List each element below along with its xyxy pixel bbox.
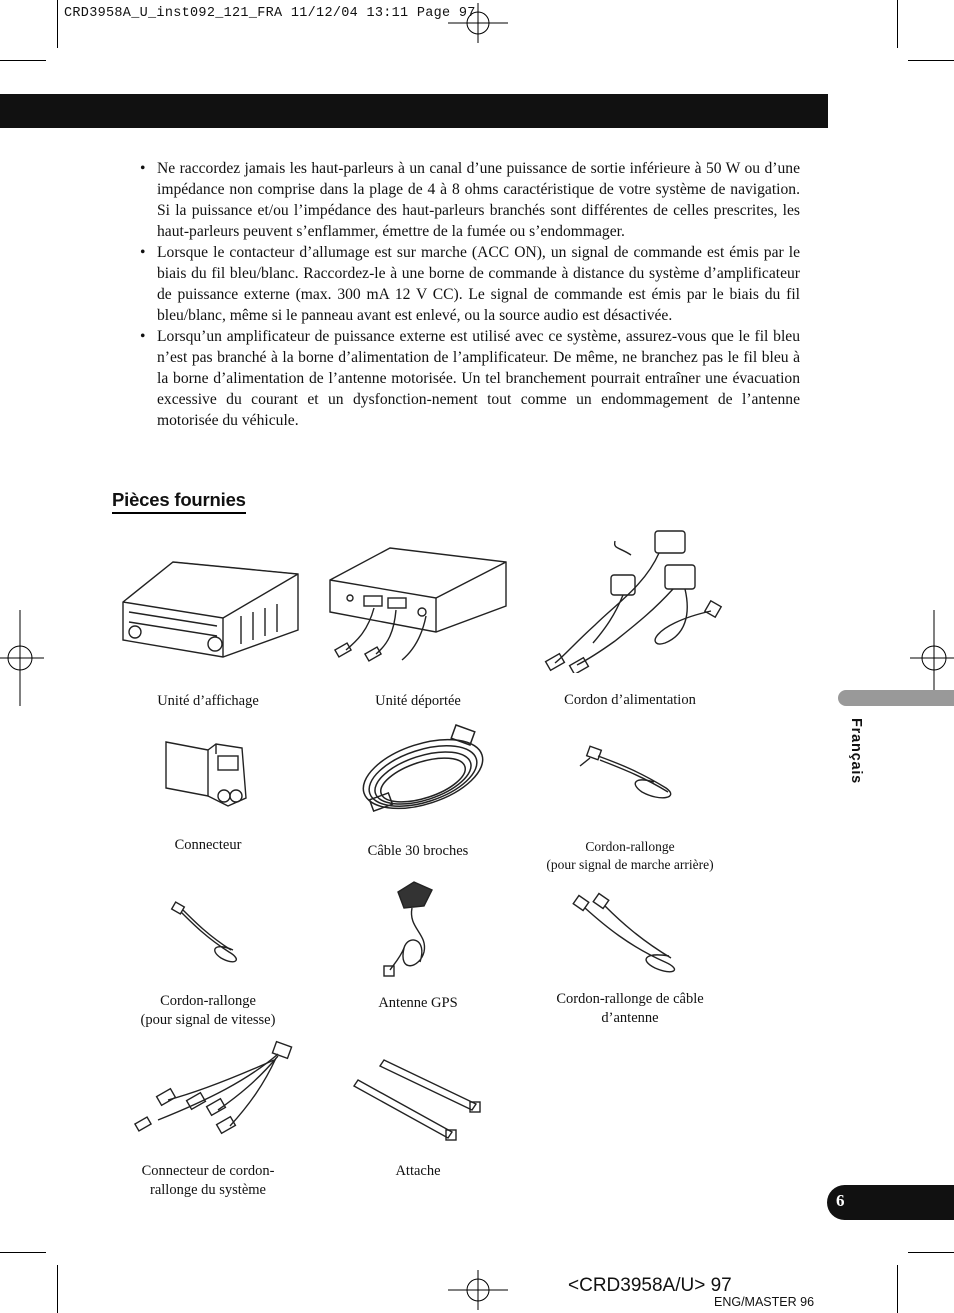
gps-antenna-icon xyxy=(368,878,468,982)
part-caption: Cordon-rallonge xyxy=(160,993,256,1009)
crop-mark xyxy=(57,1265,58,1313)
bullet-item: • Ne raccordez jamais les haut-parleurs à un canal d’une puissance de sortie inférieure à 50 W ou d’une impédance non comprise dans la plage de 4 à 8 ohms caractéristique de votre système de navigation. Si la puissance et/ou l’impédance des haut-parleurs branchés sont différentes de celles prescrites, les haut-parleurs peuvent s’enflammer, émettre de la fumée ou s’endommager. xyxy=(140,158,800,242)
part-caption: Cordon d’alimentation xyxy=(564,692,696,708)
part-caption: Cordon-rallonge xyxy=(585,839,675,854)
language-label: Français xyxy=(848,718,864,785)
system-connector-icon xyxy=(118,1040,298,1140)
part-caption: Connecteur xyxy=(174,837,242,853)
part-caption: d’antenne xyxy=(601,1010,659,1026)
bullet-item: • Lorsqu’un amplificateur de puissance externe est utilisé avec ce système, assurez-vous que le fil bleu n’est pas branché à la borne d’alimentation de l’amplificateur. De même, ne branchez pas le fil bleu à la borne d’alimentation de l’antenne motorisée. Un tel branchement pourrait entraîner une évacuation excessive du courant et un dysfonction-nement tout comme un endommagement de l’antenne motorisée du véhicule. xyxy=(140,326,800,431)
part-caption: rallonge du système xyxy=(150,1182,266,1198)
part-caption: (pour signal de marche arrière) xyxy=(546,857,714,872)
part-gps-antenna xyxy=(318,878,518,1013)
crop-mark xyxy=(897,1265,898,1313)
antenna-cord-icon xyxy=(565,892,695,978)
crop-mark xyxy=(908,60,954,61)
part-speed-cord xyxy=(108,898,308,1030)
bullet-item: • Lorsque le contacteur d’allumage est sur marche (ACC ON), un signal de commande est émis par le biais du fil bleu/blanc. Raccordez-le à une borne de commande à distance du système d’amplificateur de puissance externe (max. 300 mA 12 V CC). Le signal de commande est émis par le biais du fil bleu/blanc, même si le panneau avant est enlevé, ou la source audio est désactivée. xyxy=(140,242,800,326)
part-caption: Cordon-rallonge de câble xyxy=(556,991,704,1007)
crop-mark xyxy=(908,1252,954,1253)
print-header: CRD3958A_U_inst092_121_FRA 11/12/04 13:11 Page 97 xyxy=(64,6,476,21)
page-tab xyxy=(827,1185,954,1220)
part-caption: Attache xyxy=(395,1163,441,1179)
crop-mark xyxy=(0,1252,46,1253)
part-caption: Unité déportée xyxy=(375,693,461,709)
part-display-unit xyxy=(108,552,308,711)
part-remote-unit xyxy=(318,540,518,711)
page-tab-number: 6 xyxy=(836,1191,845,1210)
language-tab xyxy=(838,690,954,706)
part-power-cord xyxy=(530,525,730,710)
remote-unit-icon xyxy=(318,540,518,670)
top-bar xyxy=(0,94,828,128)
footer-master: ENG/MASTER 96 xyxy=(714,1295,815,1309)
part-system-connector xyxy=(108,1040,308,1200)
bullet-list xyxy=(140,158,800,431)
part-antenna-cord xyxy=(530,892,730,1028)
part-caption: Connecteur de cordon- xyxy=(141,1163,275,1179)
cable-30pin-icon xyxy=(343,722,493,820)
footer-code: <CRD3958A/U> 97 xyxy=(568,1275,732,1296)
crop-mark xyxy=(897,0,898,48)
part-connector xyxy=(108,736,308,855)
cable-tie-icon xyxy=(348,1052,488,1142)
crop-mark xyxy=(0,60,46,61)
power-cord-icon xyxy=(535,525,725,673)
connector-icon xyxy=(158,736,258,812)
reverse-cord-icon xyxy=(570,738,690,804)
crop-mark xyxy=(57,0,58,48)
part-caption: (pour signal de vitesse) xyxy=(140,1012,276,1028)
part-cable-tie xyxy=(318,1052,518,1181)
display-unit-icon xyxy=(113,552,303,664)
part-caption: Unité d’affichage xyxy=(157,693,259,709)
part-caption: Antenne GPS xyxy=(378,995,458,1011)
part-reverse-cord xyxy=(530,738,730,874)
part-caption: Câble 30 broches xyxy=(367,843,469,859)
part-cable-30pin xyxy=(318,722,518,861)
speed-cord-icon xyxy=(163,898,253,968)
section-title: Pièces fournies xyxy=(112,489,246,514)
registration-mark-icon xyxy=(0,610,44,706)
registration-mark-icon xyxy=(448,1270,508,1310)
